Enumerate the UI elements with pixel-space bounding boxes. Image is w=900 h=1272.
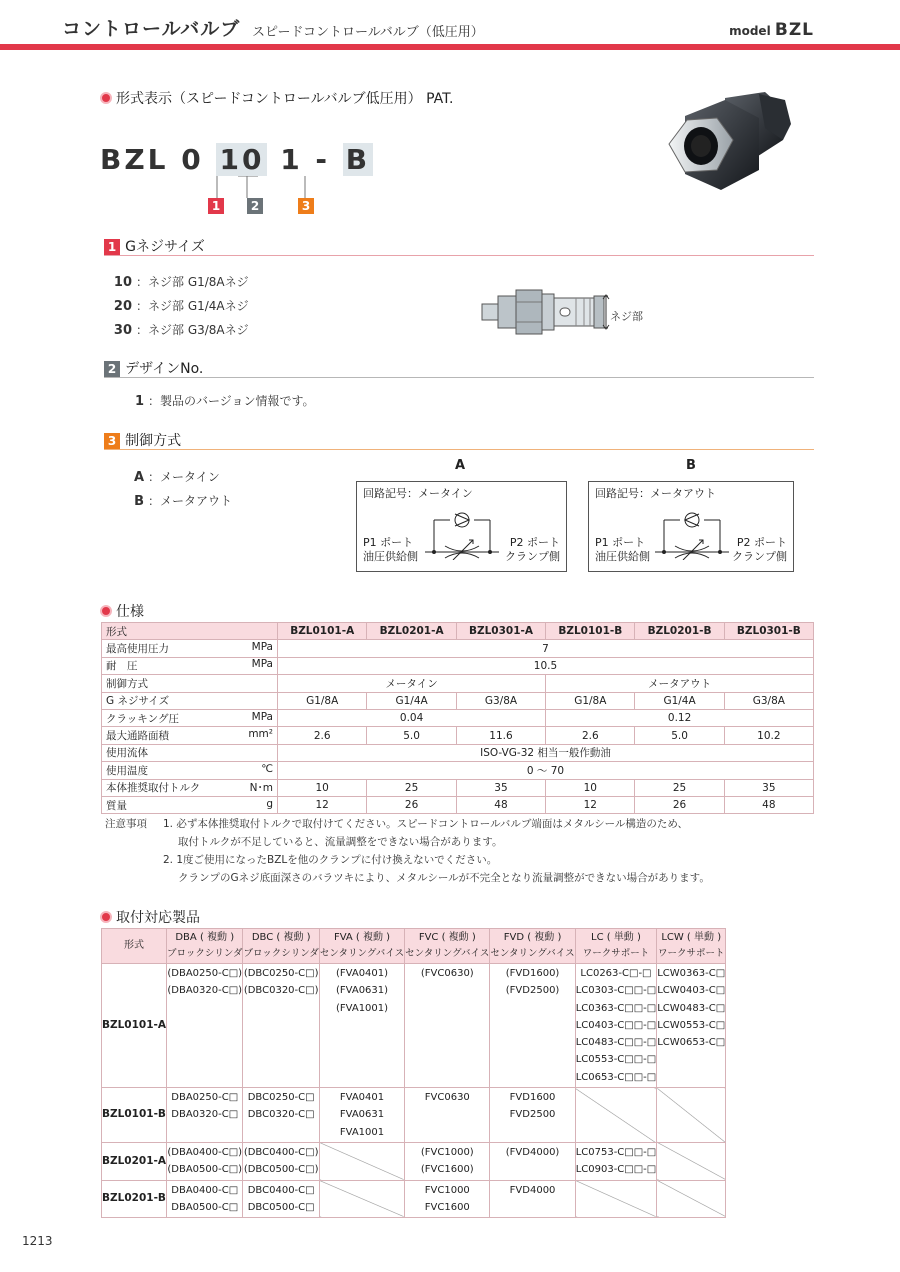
products-cell: FVA0401 FVA0631 FVA1001 [319, 1088, 404, 1143]
products-cell-empty [575, 1180, 657, 1218]
products-cell: (DBC0400-C□) (DBC0500-C□) [243, 1142, 319, 1180]
products-column-header: FVA ( 複動 ) センタリングバイス [319, 929, 404, 964]
page-header-title: コントロールバルブ [62, 18, 241, 40]
spec-model: BZL0101-B [546, 623, 635, 640]
products-cell: (DBA0250-C□) (DBA0320-C□) [167, 964, 243, 1088]
spec-model: BZL0301-A [456, 623, 545, 640]
spec-row: 本体推奨取付トルク N･m 10 25 35 10 25 35 [102, 779, 814, 796]
products-row [102, 1142, 726, 1180]
spec-row: 最大通路面積 mm² 2.6 5.0 11.6 2.6 5.0 10.2 [102, 727, 814, 744]
products-cell: LC0753-C□□-□ LC0903-C□□-□ [575, 1142, 657, 1180]
products-row-model: BZL0201-B [102, 1180, 167, 1218]
spec-row: 耐 圧 MPa 10.5 [102, 657, 814, 674]
marker-3: 3 [298, 198, 314, 214]
products-cell: LC0263-C□-□ LC0303-C□□-□ LC0363-C□□-□ LC0403-C□□-□ LC0483-C□□-□ LC0553-C□□-□ LC0653-C□□-□ [575, 964, 657, 1088]
products-header-label: 形式 [102, 929, 167, 964]
circuit-a-symbol [417, 504, 507, 560]
bullet-icon [100, 911, 112, 923]
spec-model: BZL0201-A [367, 623, 456, 640]
section1-number: 1 [104, 239, 120, 255]
products-row [102, 1180, 726, 1218]
spec-row: クラッキング圧 MPa 0.04 0.12 [102, 709, 814, 726]
products-cell: (FVD4000) [490, 1142, 575, 1180]
products-header-row [102, 929, 726, 964]
products-column-header: FVD ( 複動 ) センタリングバイス [490, 929, 575, 964]
circuit-b-box [588, 481, 794, 572]
circuit-a-p1: P1 ポート 油圧供給側 [363, 536, 418, 563]
circuit-a-label: A [455, 458, 466, 473]
section1-title: Gネジサイズ [125, 239, 205, 255]
control-item-b: B ：メータアウト [134, 494, 233, 509]
products-row-model: BZL0201-A [102, 1142, 167, 1180]
spec-model: BZL0101-A [278, 623, 367, 640]
products-column-header: LC ( 単動 ) ワークサポート [575, 929, 657, 964]
code-part-dash: - [315, 143, 331, 176]
section3-number: 3 [104, 433, 120, 449]
spec-row: 制御方式 メータイン メータアウト [102, 675, 814, 692]
note-line: クランプのGネジ底面深さのバラツキにより、メタルシールが不完全となり流量調整ができない場合があります。 [178, 872, 710, 884]
products-cell-empty [657, 1180, 726, 1218]
products-cell: FVD4000 [490, 1180, 575, 1218]
products-cell-empty [319, 1180, 404, 1218]
products-row-model: BZL0101-A [102, 964, 167, 1088]
spec-model: BZL0201-B [635, 623, 724, 640]
section3-title: 制御方式 [125, 433, 182, 449]
products-row [102, 964, 726, 1088]
products-cell-empty [575, 1088, 657, 1143]
circuit-b-symbol [647, 504, 737, 560]
products-cell: (DBA0400-C□) (DBA0500-C□) [167, 1142, 243, 1180]
section1-divider [104, 255, 814, 256]
product-photo [655, 78, 795, 198]
page-number: 1213 [22, 1234, 53, 1248]
note-line: 2. 1度ご使用になったBZLを他のクランプに付け換えないでください。 [163, 854, 498, 866]
thread-part-label: ネジ部 [610, 310, 643, 323]
marker-2: 2 [247, 198, 263, 214]
products-title: 取付対応製品 [116, 910, 200, 926]
notes-label: 注意事項 [105, 818, 147, 830]
circuit-b-label: B [686, 458, 696, 473]
note-line: 1. 必ず本体推奨取付トルクで取付けてください。スピードコントロールバルブ端面はメタルシール構造のため、 [163, 818, 688, 830]
circuit-b-p1: P1 ポート 油圧供給側 [595, 536, 650, 563]
section2-divider [104, 377, 814, 378]
model-name: BZL [774, 20, 814, 40]
products-row [102, 1088, 726, 1143]
products-cell: DBC0250-C□ DBC0320-C□ [243, 1088, 319, 1143]
header-divider [0, 44, 900, 50]
thread-item-10: 10 ：ネジ部 G1/8Aネジ [113, 275, 249, 290]
products-column-header: FVC ( 複動 ) センタリングバイス [405, 929, 490, 964]
spec-header-row [102, 623, 814, 640]
circuit-a-p2: P2 ポート クランプ側 [505, 536, 560, 563]
code-part-design: 1 [280, 143, 303, 176]
circuit-a-caption: 回路記号：メータイン [363, 487, 473, 500]
spec-row: 質量 g 12 26 48 12 26 48 [102, 796, 814, 813]
products-cell: LCW0363-C□ LCW0403-C□ LCW0483-C□ LCW0553-C□ LCW0653-C□ [657, 964, 726, 1088]
code-part-thread: 10 [216, 143, 267, 176]
products-cell-empty [657, 1088, 726, 1143]
products-cell: DBC0400-C□ DBC0500-C□ [243, 1180, 319, 1218]
products-cell: (FVC0630) [405, 964, 490, 1088]
circuit-b-p2: P2 ポート クランプ側 [732, 536, 787, 563]
design-item-1: 1 ：製品のバージョン情報です。 [134, 394, 315, 409]
section1-heading [104, 236, 205, 256]
thread-item-20: 20 ：ネジ部 G1/4Aネジ [113, 299, 249, 314]
spec-heading [100, 601, 144, 621]
marker-1: 1 [208, 198, 224, 214]
products-cell-empty [319, 1142, 404, 1180]
products-cell-empty [657, 1142, 726, 1180]
products-heading [100, 907, 200, 927]
bullet-icon [100, 92, 112, 104]
products-column-header: LCW ( 単動 ) ワークサポート [657, 929, 726, 964]
products-cell: DBA0400-C□ DBA0500-C□ [167, 1180, 243, 1218]
spec-table [101, 622, 814, 814]
spec-row: 使用流体 ISO-VG-32 相当一般作動油 [102, 744, 814, 761]
products-row-model: BZL0101-B [102, 1088, 167, 1143]
page-header-subtitle: スピードコントロールバルブ（低圧用） [252, 25, 484, 40]
section3-divider [104, 449, 814, 450]
section3-heading [104, 430, 181, 450]
section2-number: 2 [104, 361, 120, 377]
products-cell: (FVA0401) (FVA0631) (FVA1001) [319, 964, 404, 1088]
products-cell: (FVC1000) (FVC1600) [405, 1142, 490, 1180]
spec-row: 使用温度 ℃ 0 ～ 70 [102, 762, 814, 779]
section2-title: デザインNo. [125, 361, 204, 377]
products-cell: (FVD1600) (FVD2500) [490, 964, 575, 1088]
products-cell: DBA0250-C□ DBA0320-C□ [167, 1088, 243, 1143]
model-prefix: model [729, 24, 771, 38]
products-cell: FVC0630 [405, 1088, 490, 1143]
products-table [101, 928, 726, 1218]
spec-row: G ネジサイズ G1/8A G1/4A G3/8A G1/8A G1/4A G3/8A [102, 692, 814, 709]
circuit-b-caption: 回路記号：メータアウト [595, 487, 716, 500]
model-label [729, 20, 814, 40]
thread-item-30: 30 ：ネジ部 G3/8Aネジ [113, 323, 249, 338]
products-cell: FVC1000 FVC1600 [405, 1180, 490, 1218]
model-section-title: 形式表示（スピードコントロールバルブ低圧用） PAT. [116, 91, 454, 107]
products-column-header: DBC ( 複動 ) ブロックシリンダ [243, 929, 319, 964]
spec-model: BZL0301-B [724, 623, 813, 640]
model-section-heading [100, 88, 453, 108]
spec-header-label: 形式 [102, 623, 278, 640]
code-part-prefix: BZL 0 [100, 143, 204, 176]
model-code [100, 143, 373, 176]
bullet-icon [100, 605, 112, 617]
circuit-a-box [356, 481, 567, 572]
spec-title: 仕様 [116, 604, 144, 620]
control-item-a: A ：メータイン [133, 470, 220, 485]
code-part-control: B [343, 143, 373, 176]
products-cell: (DBC0250-C□) (DBC0320-C□) [243, 964, 319, 1088]
section2-heading [104, 358, 203, 378]
note-line: 取付トルクが不足していると、流量調整をできない場合があります。 [178, 836, 503, 848]
products-column-header: DBA ( 複動 ) ブロックシリンダ [167, 929, 243, 964]
spec-row: 最高使用圧力 MPa 7 [102, 640, 814, 657]
products-cell: FVD1600 FVD2500 [490, 1088, 575, 1143]
